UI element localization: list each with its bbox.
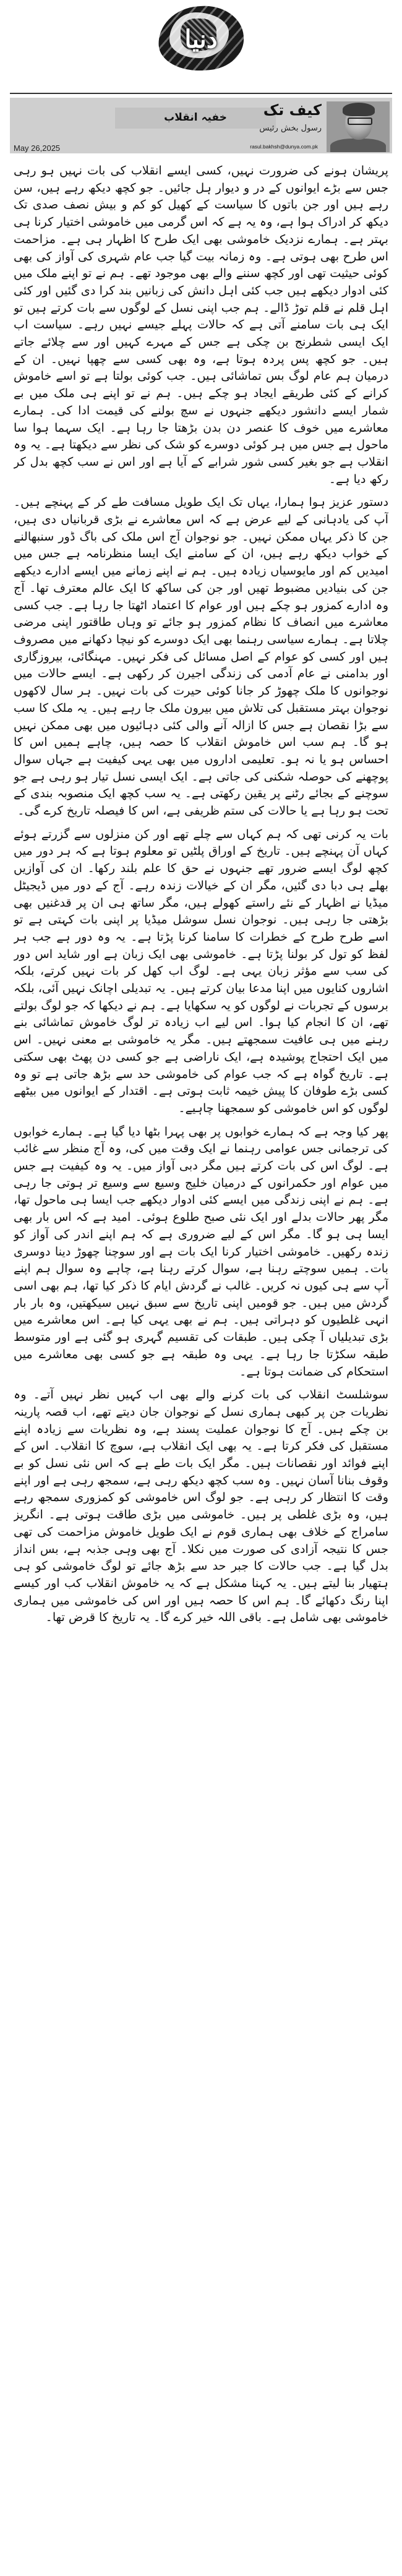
article-paragraph: سوشلسٹ انقلاب کی بات کرنے والے بھی اب کہیں نظر نہیں آتے۔ وہ نظریات جن پر کبھی ہماری نسل کے نوجوان جان دیتے تھے، اب قصہ پارینہ بن چکے ہیں۔ آج کا نوجوان عملیت پسند ہے، وہ نظریات سے زیادہ اپنے مستقبل کی فکر کرتا ہے۔ یہ بھی ایک انقلاب ہے، سوچ کا انقلاب۔ اس کے اپنے فوائد اور نقصانات ہیں۔ مگر ایک بات طے ہے کہ اس نئی نسل کو بے وقوف بنانا آسان نہیں۔ وہ سب کچھ دیکھ رہی ہے، سمجھ رہی ہے اور اپنے وقت کا انتظار کر رہی ہے۔ جو لوگ اس خاموشی کو کمزوری سمجھ رہے ہیں، وہ بڑی غلطی پر ہیں۔ خاموشی میں بڑی طاقت ہوتی ہے۔ انگریز سامراج کے خلاف بھی ہماری قوم نے ایک طویل خاموش مزاحمت کی تھی جس کا نتیجہ آزادی کی صورت میں نکلا۔ آج بھی وہی جذبہ ہے، بس انداز بدل گیا ہے۔ جب حالات کا جبر حد سے بڑھ جائے تو لوگ خاموشی کو ہی ہتھیار بنا لیتے ہیں۔ یہ کہنا مشکل ہے کہ یہ خاموش انقلاب کب اور کیسے اپنا رنگ دکھائے گا۔ ہم اس کا حصہ ہیں اور اس کی خاموشی میں ہماری خاموشی بھی شامل ہے۔ باقی اللہ خیر کرے گا۔ یہ تاریخ کا قرض تھا۔ [14,1387,388,1625]
author-block [245,101,322,139]
column-title: خفیہ انقلاب [164,111,227,124]
article-paragraph: پریشان ہونے کی ضرورت نہیں، کسی ایسے انقلاب کی بات نہیں ہو رہی جس سے بڑے ایوانوں کے در و دیوار ہل جائیں۔ جو کچھ دیکھ رہے ہیں، سن رہے ہیں اور جن باتوں کا سیاست کے کھیل کو کم و بیش نصف صدی تک دیکھ کر ادراک ہوا ہے، وہ یہ ہے کہ اس گرمی میں خاموشی اختیار کرنا ہی بہتر ہے۔ ہمارے نزدیک خاموشی بھی ایک طرح کا اظہار ہی ہے۔ مزاحمت اس طرح بھی ہوتی ہے۔ وہ زمانہ بیت گیا جب عام شہری کی آواز کی بھی کوئی حیثیت تھی اور کچھ سننے والے بھی موجود تھے۔ ہم نے تو اپنے ملک میں کئی ادوار دیکھے ہیں جب کئی اہل دانش کی زبانیں بند کرا دی گئیں اور کئی اہل قلم نے قلم توڑ ڈالے۔ ہم جب اپنی نسل کے لوگوں سے بات کرتے ہیں تو ایک ہی بات سامنے آتی ہے کہ حالات پہلے جیسے نہیں رہے۔ سیاست اب ایک ایسی شطرنج بن چکی ہے جس کے مہرے کہیں اور سے چلائے جاتے ہیں۔ جو کچھ پس پردہ ہوتا ہے، وہ بھی کسی سے چھپا نہیں۔ ان کے درمیان ہم عام لوگ بس تماشائی ہیں۔ جب کوئی بولتا ہے تو اسے خاموش کرانے کے کئی طریقے ایجاد ہو چکے ہیں۔ ہم نے تو اپنے ہی ملک میں بے شمار ایسے دانشور دیکھے جنہوں نے سچ بولنے کی قیمت ادا کی۔ ہمارے معاشرے میں خوف کا عنصر دن بدن بڑھتا جا رہا ہے۔ ایک سہما ہوا سا ماحول ہے جس میں ہر کوئی دوسرے کو شک کی نظر سے دیکھتا ہے۔ یہ وہ انقلاب ہے جو بغیر کسی شور شرابے کے آیا ہے اور اس نے سب کچھ بدل کر رکھ دیا ہے۔ [14,163,388,486]
author-photo [327,101,390,152]
article-body [14,162,388,2568]
article-paragraph: دستور عزیز ہوا ہمارا، یہاں تک ایک طویل مسافت طے کر کے پہنچے ہیں۔ آپ کی یادہانی کے لیے عرض ہے کہ اس معاشرے نے بڑی قربانیاں دی ہیں، جن کا ذکر یہاں ممکن نہیں۔ جو نوجوان آج اس ملک کی باگ ڈور سنبھالنے کے خواب دیکھ رہے ہیں، ان کے سامنے ایک ایسا منظرنامہ ہے جس میں امیدیں کم اور مایوسیاں زیادہ ہیں۔ ہم نے اپنے زمانے میں ایسے ادارے دیکھے جن کی بنیادیں مضبوط تھیں اور جن کی ساکھ کا ایک عالم معترف تھا۔ آج وہ ادارے کمزور ہو چکے ہیں اور عوام کا اعتماد اٹھتا جا رہا ہے۔ جب کسی معاشرے میں انصاف کا نظام کمزور ہو جائے تو وہاں طاقتور اپنی مرضی چلاتا ہے۔ ہمارے سیاسی رہنما بھی ایک دوسرے کو نیچا دکھانے میں مصروف ہیں اور کسی کو عوام کے اصل مسائل کی فکر نہیں۔ مہنگائی، بیروزگاری اور بدامنی نے عام آدمی کی زندگی اجیرن کر رکھی ہے۔ ایسے حالات میں نوجوانوں کا ملک چھوڑ کر جانا کوئی حیرت کی بات نہیں۔ ہر سال لاکھوں نوجوان بہتر مستقبل کی تلاش میں بیرون ملک جا رہے ہیں۔ یہ ملک کا سب سے بڑا نقصان ہے جس کا ازالہ آنے والی کئی دہائیوں میں بھی ممکن نہیں ہو گا۔ ہم سب اس خاموش انقلاب کا حصہ ہیں، چاہے ہمیں اس کا احساس ہو یا نہ ہو۔ تعلیمی اداروں میں بھی یہی کیفیت ہے جہاں سوال پوچھنے کی حوصلہ شکنی کی جاتی ہے۔ ایک ایسی نسل تیار ہو رہی ہے جو سوچنے کے بجائے رٹنے پر یقین رکھتی ہے۔ یہ سب کچھ ایک منصوبہ بندی کے تحت ہو رہا ہے یا حالات کی ستم ظریفی ہے، اس کا فیصلہ تاریخ کرے گی۔ [14,495,388,818]
newspaper-logo [156,4,246,77]
author-email: rasul.bakhsh@dunya.com.pk [250,143,318,150]
header-rule [10,93,392,94]
masthead [0,0,402,83]
author-name: رسول بخش رئیس [259,124,322,133]
logo-text: دنیا [184,25,218,54]
column-header [10,93,392,155]
article-paragraph: بات یہ کرنی تھی کہ ہم کہاں سے چلے تھے اور کن منزلوں سے گزرتے ہوئے کہاں آن پہنچے ہیں۔ تاریخ کے اوراق پلٹیں تو معلوم ہوتا ہے کہ ہر دور میں کچھ لوگ ایسے ضرور تھے جنہوں نے حق کا علم بلند رکھا۔ ان کی آوازیں بھلے ہی دبا دی گئیں، مگر ان کے خیالات زندہ رہے۔ آج کے دور میں ڈیجیٹل میڈیا نے اظہار کے نئے راستے کھولے ہیں، مگر ساتھ ہی ان پر قدغنیں بھی بڑھتی جا رہی ہیں۔ نوجوان نسل سوشل میڈیا پر اپنی بات کہتی ہے تو اسے طرح طرح کے خطرات کا سامنا کرنا پڑتا ہے۔ یہ وہ دور ہے جب ہر لفظ کو تول کر بولنا پڑتا ہے۔ خاموشی بھی ایک زبان ہے اور شاید اس دور کی سب سے مؤثر زبان یہی ہے۔ لوگ اب کھل کر بات نہیں کرتے، بلکہ اشاروں کنایوں میں اپنا مدعا بیان کرتے ہیں۔ یہ تبدیلی اچانک نہیں آئی، بلکہ برسوں کے تجربات نے لوگوں کو یہ سکھایا ہے۔ ہم نے دیکھا کہ جو لوگ بولتے تھے، ان کا انجام کیا ہوا۔ اس لیے اب زیادہ تر لوگ خاموش تماشائی بنے رہنے میں ہی عافیت سمجھتے ہیں۔ مگر یہ خاموشی بے معنی نہیں۔ اس میں ایک احتجاج پوشیدہ ہے، ایک ناراضی ہے جو کسی دن پھٹ بھی سکتی ہے۔ تاریخ گواہ ہے کہ جب عوام کی خاموشی حد سے بڑھ جاتی ہے تو وہ کسی بڑے طوفان کا پیش خیمہ ثابت ہوتی ہے۔ اقتدار کے ایوانوں میں بیٹھے لوگوں کو اس خاموشی کو سمجھنا چاہیے۔ [14,826,388,1115]
publication-date: May 26,2025 [14,143,61,153]
column-series-name: کیف تک [263,101,322,119]
article-paragraph: پھر کیا وجہ ہے کہ ہمارے خوابوں پر بھی پہرا بٹھا دیا گیا ہے۔ ہمارے خوابوں کی ترجمانی جس عوامی رہنما نے ایک وقت میں کی، وہ آج منظر سے غائب ہے۔ لوگ اس کی بات کرتے ہیں مگر دبی آواز میں۔ یہ وہ کیفیت ہے جس میں عوام اور حکمرانوں کے درمیان خلیج وسیع سے وسیع تر ہوتی جا رہی ہے۔ ہم نے اپنی زندگی میں ایسے کئی ادوار دیکھے جب ایسا ہی ماحول تھا، مگر پھر حالات بدلے اور ایک نئی صبح طلوع ہوئی۔ امید ہے کہ اس بار بھی ایسا ہی ہو گا۔ مگر اس کے لیے ضروری ہے کہ ہم اپنے اندر کی آواز کو زندہ رکھیں۔ خاموشی اختیار کرنا ایک بات ہے اور سوچنا چھوڑ دینا دوسری بات۔ ہمیں سوچتے رہنا ہے، سوال کرتے رہنا ہے، چاہے وہ سوال ہم اپنے آپ سے ہی کیوں نہ کریں۔ غالب نے گردش ایام کا ذکر کیا تھا، ہم بھی اسی گردش میں ہیں۔ جو قومیں اپنی تاریخ سے سبق نہیں سیکھتیں، وہ بار بار انہی غلطیوں کو دہراتی ہیں۔ ہم نے بھی یہی کیا ہے۔ اس معاشرے میں بڑی تبدیلیاں آ چکی ہیں۔ طبقات کی تقسیم گہری ہو گئی ہے اور متوسط طبقہ سکڑتا جا رہا ہے۔ یہی وہ طبقہ ہے جو کسی بھی معاشرے میں استحکام کی ضمانت ہوتا ہے۔ [14,1124,388,1379]
